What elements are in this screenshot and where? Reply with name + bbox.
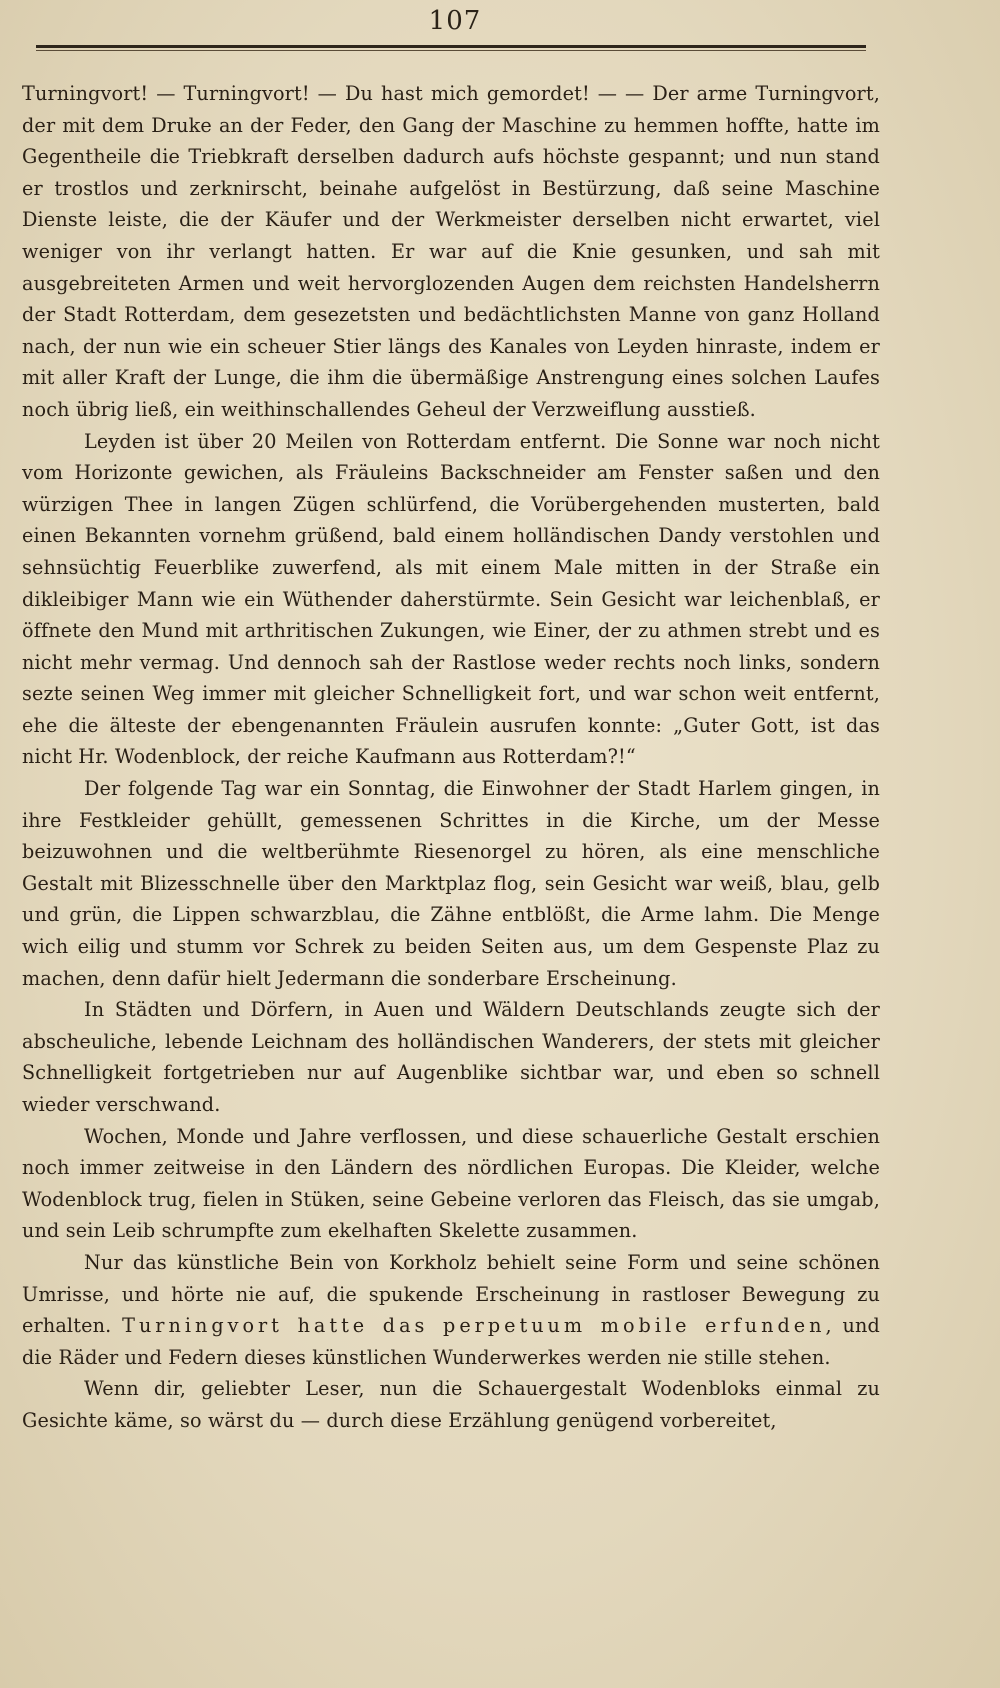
paragraph-6 [22, 1247, 880, 1373]
paragraph-6-part-1: Nur das künstliche Bein von Korkholz behielt seine Form und seine schönen Umrisse, und hörte nie auf, die spukende Erscheinung in rastloser Bewegung zu erhalten. [22, 1250, 880, 1338]
paragraph-3: Der folgende Tag war ein Sonntag, die Einwohner der Stadt Harlem gingen, in ihre Festkleider gehüllt, gemessenen Schrittes in die Kirche, um der Messe beizuwohnen und die weltberühmte Riesenorgel zu hören, als eine menschliche Gestalt mit Blizesschnelle über den Marktplaz flog, sein Gesicht war weiß, blau, gelb und grün, die Lippen schwarzblau, die Zähne entblößt, die Arme lahm. Die Menge wich eilig und stumm vor Schrek zu beiden Seiten aus, um dem Gespenste Plaz zu machen, denn dafür hielt Jedermann die sonderbare Erscheinung. [22, 777, 880, 990]
paragraph-6-part-3: , und die Räder und Federn dieses künstlichen Wunderwerkes werden nie stille stehen. [22, 1314, 880, 1369]
header-rule [36, 45, 866, 48]
body-text [22, 78, 880, 1437]
paragraph-5: Wochen, Monde und Jahre verflossen, und diese schauerliche Gestalt erschien noch immer zeitweise in den Ländern des nördlichen Europas. Die Kleider, welche Wodenblock trug, fielen in Stüken, seine Gebeine verloren das Fleisch, das sie umgab, und sein Leib schrumpfte zum ekelhaften Skelette zusammen. [22, 1124, 880, 1243]
emphasized-invention-sentence: Turningvort hatte das perpetuum mobile erfunden [122, 1314, 826, 1338]
paragraph-1: Turningvort! — Turningvort! — Du hast mich gemordet! — — Der arme Turningvort, der mit dem Druke an der Feder, den Gang der Maschine zu hemmen hoffte, hatte im Gegentheile die Triebkraft derselben dadurch aufs höchste gespannt; und nun stand er trostlos und zerknirscht, beinahe aufgelöst in Bestürzung, daß seine Maschine Dienste leiste, die der Käufer und der Werkmeister derselben nicht erwartet, viel weniger von ihr verlangt hatten. Er war auf die Knie gesunken, und sah mit ausgebreiteten Armen und weit hervorglozenden Augen dem reichsten Handelsherrn der Stadt Rotterdam, dem gesezetsten und bedächtlichsten Manne von ganz Holland nach, der nun wie ein scheuer Stier längs des Kanales von Leyden hinraste, indem er mit aller Kraft der Lunge, die ihm die übermäßige Anstrengung eines solchen Laufes noch übrig ließ, ein weithinschallendes Geheul der Verzweiflung ausstieß. [22, 82, 880, 421]
paragraph-4: In Städten und Dörfern, in Auen und Wäldern Deutschlands zeugte sich der abscheuliche, lebende Leichnam des holländischen Wanderers, der stets mit gleicher Schnelligkeit fortgetrieben nur auf Augenblike sichtbar war, und eben so schnell wieder verschwand. [22, 998, 880, 1116]
page-number: 107 [428, 6, 482, 36]
paragraph-2: Leyden ist über 20 Meilen von Rotterdam entfernt. Die Sonne war noch nicht vom Horizonte gewichen, als Fräuleins Backschneider am Fenster saßen und den würzigen Thee in langen Zügen schlürfend, die Vorübergehenden musterten, bald einen Bekannten vornehm grüßend, bald einem holländischen Dandy verstohlen und sehnsüchtig Feuerblike zuwerfend, als mit einem Male mitten in der Straße ein dikleibiger Mann wie ein Wüthender daherstürmte. Sein Gesicht war leichenblaß, er öffnete den Mund mit arthritischen Zukungen, wie Einer, der zu athmen strebt und es nicht mehr vermag. Und dennoch sah der Rastlose weder rechts noch links, sondern sezte seinen Weg immer mit gleicher Schnelligkeit fort, und war schon weit entfernt, ehe die älteste der ebengenannten Fräulein ausrufen konnte: „Guter Gott, ist das nicht Hr. Wodenblock, der reiche Kaufmann aus Rotterdam?!“ [22, 429, 880, 769]
paragraph-7: Wenn dir, geliebter Leser, nun die Schauergestalt Wodenbloks einmal zu Gesichte käme, so wärst du — durch diese Erzählung genügend vorbereitet, [22, 1377, 880, 1432]
